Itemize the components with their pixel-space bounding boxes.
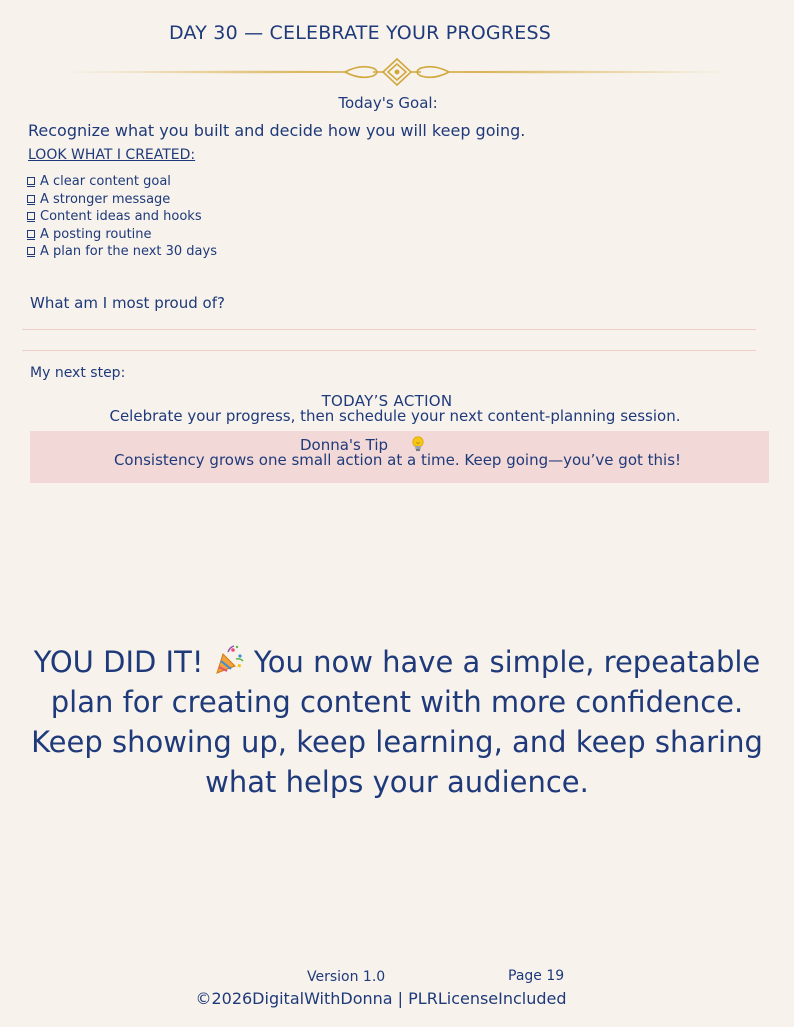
answer-line[interactable]: [22, 329, 756, 330]
version-label: Version 1.0: [307, 969, 386, 985]
checklist-item-label: A posting routine: [40, 226, 152, 242]
checkbox-icon[interactable]: [27, 177, 35, 185]
tip-title: Donna's Tip: [300, 436, 389, 454]
gold-ornament-divider-icon: [55, 56, 739, 88]
copyright-notice: ©2026DigitalWithDonna | PLRLicenseIncluded: [195, 989, 567, 1008]
checkbox-icon[interactable]: [27, 195, 35, 203]
closing-text-start: YOU DID IT!: [33, 645, 204, 679]
created-checklist: [27, 173, 217, 261]
proud-question: What am I most proud of?: [30, 294, 225, 312]
answer-line[interactable]: [22, 350, 756, 351]
checkbox-icon[interactable]: [27, 212, 35, 220]
checklist-item[interactable]: [27, 226, 217, 244]
checklist-item-label: A stronger message: [40, 191, 171, 207]
goal-text: Recognize what you built and decide how you will keep going.: [28, 121, 526, 140]
next-step-label: My next step:: [30, 365, 126, 381]
action-title: TODAY’S ACTION: [321, 392, 453, 410]
checklist-item[interactable]: [27, 191, 217, 209]
closing-text-end: You now have a simple, repeatable plan for creating content with more confidence. Keep showing up, keep learning, and keep sharing what helps your audience.: [31, 645, 763, 799]
checkbox-icon[interactable]: [27, 247, 35, 255]
checkbox-icon[interactable]: [27, 230, 35, 238]
page-number: Page 19: [508, 968, 565, 984]
checklist-item[interactable]: [27, 243, 217, 261]
checklist-item[interactable]: [27, 173, 217, 191]
created-heading: LOOK WHAT I CREATED:: [28, 147, 196, 163]
party-popper-icon: [213, 644, 245, 676]
closing-message: [30, 642, 764, 802]
tip-text: Consistency grows one small action at a time. Keep going—you’ve got this!: [113, 451, 682, 469]
page-title: DAY 30 — CELEBRATE YOUR PROGRESS: [169, 22, 551, 44]
checklist-item[interactable]: [27, 208, 217, 226]
checklist-item-label: A clear content goal: [40, 174, 171, 189]
checklist-item-label: A plan for the next 30 days: [40, 244, 217, 259]
action-text: Celebrate your progress, then schedule your next content-planning session.: [109, 407, 681, 425]
goal-label: Today's Goal:: [338, 94, 438, 112]
checklist-item-label: Content ideas and hooks: [40, 209, 202, 224]
